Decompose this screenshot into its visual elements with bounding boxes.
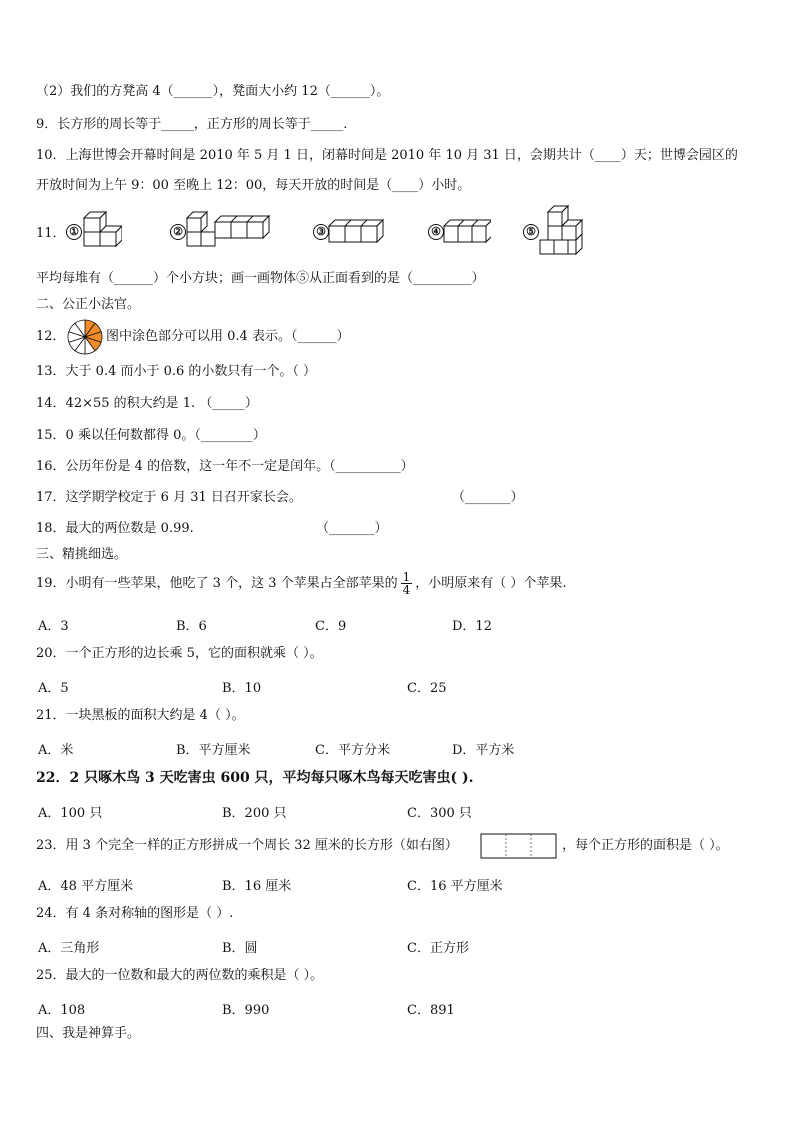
question-17-text: 17．这学期学校定于 6 月 31 日召开家长会。 [36,490,302,505]
question-19-text-end: ，小明原来有（ ）个苹果. [415,576,567,591]
cube-figure-5 [538,204,584,258]
q24-option-b[interactable]: B．圆 [222,941,258,956]
cube-figure-1 [80,208,122,250]
q20-option-b[interactable]: B．10 [222,681,262,696]
question-9: 9．长方形的周长等于_____，正方形的周长等于_____. [36,117,348,132]
q19-option-b[interactable]: B．6 [176,619,207,634]
section-3-title: 三、精挑细选。 [36,547,128,562]
q21-option-b[interactable]: B．平方厘米 [176,743,251,758]
fraction [401,571,413,596]
figure-label-3: ③ [313,224,329,240]
q21-option-d[interactable]: D．平方米 [452,743,515,758]
q23-option-a[interactable]: A．48 平方厘米 [38,879,134,894]
pie-diagram [66,318,104,356]
q19-option-a[interactable]: A．3 [38,619,69,634]
fraction-numerator: 1 [402,570,411,584]
question-13: 13．大于 0.4 而小于 0.6 的小数只有一个。（ ） [36,364,317,379]
question-10-line2: 开放时间为上午 9：00 至晚上 12：00，每天开放的时间是（____）小时。 [36,178,471,193]
question-16: 16．公历年份是 4 的倍数，这一年不一定是闰年。（__________） [36,459,414,474]
question-19 [36,570,567,598]
figure-label-1: ① [66,224,82,240]
q24-option-a[interactable]: A．三角形 [38,941,100,956]
q23-option-b[interactable]: B．16 厘米 [222,879,292,894]
q22-option-a[interactable]: A．100 只 [38,806,103,821]
q20-option-c[interactable]: C．25 [407,681,447,696]
question-19-text: 19．小明有一些苹果，他吃了 3 个，这 3 个苹果占全部苹果的 [36,576,398,591]
section-2-title: 二、公正小法官。 [36,297,141,312]
cube-figure-3 [328,218,386,244]
section-4-title: 四、我是神算手。 [36,1026,141,1041]
question-17-blank: （_______） [452,490,524,505]
q25-option-c[interactable]: C．891 [407,1003,455,1018]
question-12-number: 12． [36,329,66,344]
question-8-2: （2）我们的方凳高 4（______），凳面大小约 12（______）。 [36,84,390,99]
question-15: 15．0 乘以任何数都得 0。（________） [36,428,266,443]
q19-option-c[interactable]: C．9 [315,619,347,634]
question-12-text: 图中涂色部分可以用 0.4 表示。（______） [106,329,350,344]
question-21: 21．一块黑板的面积大约是 4（ ）。 [36,708,245,723]
question-20: 20．一个正方形的边长乘 5，它的面积就乘（ ）。 [36,646,323,661]
figure-label-5: ⑤ [523,224,539,240]
q21-option-a[interactable]: A．米 [38,743,74,758]
cube-figure-4 [443,218,491,244]
q22-option-c[interactable]: C．300 只 [407,806,472,821]
q19-option-d[interactable]: D．12 [452,619,492,634]
fraction-denominator: 4 [402,583,411,597]
q25-option-b[interactable]: B．990 [222,1003,270,1018]
question-14: 14．42×55 的积大约是 1. （_____） [36,396,258,411]
question-11-label: 11． [36,226,66,241]
figure-label-4: ④ [428,224,444,240]
question-23-text: 23．用 3 个完全一样的正方形拼成一个周长 32 厘米的长方形（如右图） [36,838,458,853]
question-24: 24．有 4 条对称轴的图形是（ ）. [36,906,234,921]
question-25: 25．最大的一位数和最大的两位数的乘积是（ ）。 [36,968,324,983]
question-18-blank: （_______） [316,521,388,536]
q25-option-a[interactable]: A．108 [38,1003,86,1018]
question-22: 22．2 只啄木鸟 3 天吃害虫 600 只，平均每只啄木鸟每天吃害虫( ). [36,770,474,786]
figure-label-2: ② [170,224,186,240]
rectangle-diagram [480,833,558,859]
q20-option-a[interactable]: A．5 [38,681,69,696]
question-10-line1: 10．上海世博会开幕时间是 2010 年 5 月 1 日，闭幕时间是 2010 年 10 月 31 日，会期共计（____）天；世博会园区的 [36,148,738,163]
question-11-text: 平均每堆有（______）个小方块；画一画物体⑤从正面看到的是（_________） [36,271,485,286]
q22-option-b[interactable]: B．200 只 [222,806,287,821]
q21-option-c[interactable]: C．平方分米 [315,743,390,758]
question-23-text-end: ，每个正方形的面积是（ ）。 [562,838,729,853]
cube-figure-2 [185,208,280,250]
q23-option-c[interactable]: C．16 平方厘米 [407,879,503,894]
q24-option-c[interactable]: C．正方形 [407,941,469,956]
question-18-text: 18．最大的两位数是 0.99. [36,521,194,536]
